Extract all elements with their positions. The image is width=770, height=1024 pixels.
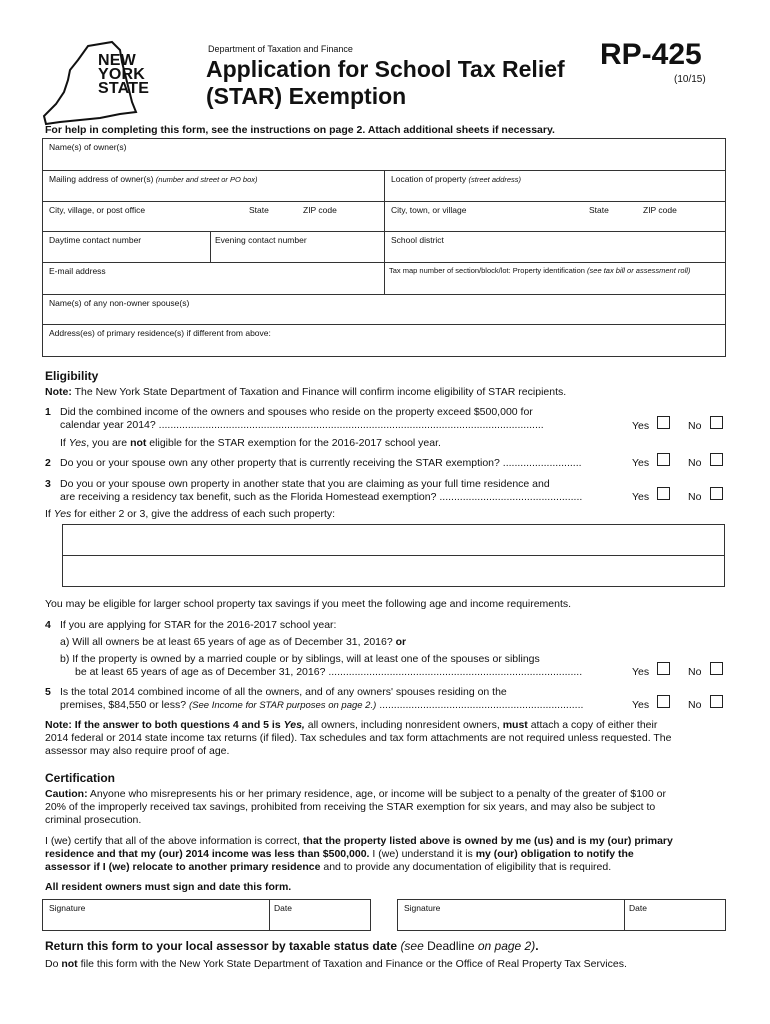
q2-no-checkbox[interactable]	[710, 453, 723, 466]
school-district-field[interactable]	[384, 231, 726, 263]
q3-no-label: No	[688, 491, 702, 503]
q5-yes-checkbox[interactable]	[657, 695, 670, 708]
q5-no-label: No	[688, 699, 702, 711]
property-state-label: State	[589, 205, 609, 215]
certification-statement: I (we) certify that all of the above information is correct, that the property listed above is owned by me (us) and is my (our) primary residence and that my (our) 2014 income was less than $500,000. I (we) understand it is my (our) obligation to notify the assessor if I (we) relocate to another primary residence and to provide any documentation of eligibility that is required.	[45, 835, 673, 873]
property-city-label: City, town, or village	[391, 205, 467, 215]
age-income-intro: You may be eligible for larger school property tax savings if you meet the following age and income requirements.	[45, 598, 572, 610]
tax-map-field[interactable]	[384, 262, 726, 295]
form-title-line2: (STAR) Exemption	[206, 83, 407, 109]
q2-question: Do you or your spouse own any other property that is currently receiving the STAR exemption? ...........................	[60, 457, 582, 469]
logo-line-state: STATE	[98, 80, 150, 97]
owner-state-label: State	[249, 205, 269, 215]
evening-contact-field[interactable]	[210, 231, 385, 263]
signature-label-1: Signature	[49, 903, 86, 913]
do-not-file-instruction: Do not file this form with the New York State Department of Taxation and Finance or the Office of Real Property Tax Services.	[45, 958, 627, 970]
form-title-line1: Application for School Tax Relief	[206, 56, 565, 82]
q5-number: 5	[45, 686, 51, 698]
q2-yes-label: Yes	[632, 457, 650, 469]
owner-names-label: Name(s) of owner(s)	[49, 142, 127, 152]
q1-yes-label: Yes	[632, 420, 650, 432]
date-label-1: Date	[274, 903, 292, 913]
primary-residence-field[interactable]	[42, 324, 726, 357]
owner-zip-label: ZIP code	[303, 205, 337, 215]
signature-field-1[interactable]	[42, 899, 270, 931]
email-label: E-mail address	[49, 266, 106, 276]
form-revision: (10/15)	[674, 74, 706, 85]
q4b-question: b) If the property is owned by a married couple or by siblings, will at least one of the spouses or siblings be at least 65 years of age as of December 31, 2016? .......................................................................................	[60, 653, 583, 678]
nonowner-spouse-field[interactable]	[42, 294, 726, 325]
daytime-contact-field[interactable]	[42, 231, 211, 263]
q3-no-checkbox[interactable]	[710, 487, 723, 500]
primary-residence-label: Address(es) of primary residence(s) if different from above:	[49, 328, 271, 338]
nys-logo	[40, 40, 170, 130]
email-field[interactable]	[42, 262, 385, 295]
date-field-2[interactable]	[624, 899, 726, 931]
q1-number: 1	[45, 406, 51, 418]
property-city-field[interactable]	[384, 201, 726, 232]
q3-yes-label: Yes	[632, 491, 650, 503]
return-instruction: Return this form to your local assessor by taxable status date (see Deadline on page 2).	[45, 939, 539, 953]
other-property-address-2[interactable]	[62, 555, 725, 587]
owner-city-label: City, village, or post office	[49, 205, 146, 215]
school-district-label: School district	[391, 235, 444, 245]
caution-text: Caution: Anyone who misrepresents his or her primary residence, age, or income will be subject to a penalty of the greater of $100 or 20% of the improperly received tax savings, prohibited from receiving the STAR exemption for six years, and may also be subject to criminal prosecution.	[45, 788, 666, 826]
age-income-note: Note: If the answer to both questions 4 and 5 is Yes, all owners, including nonresident owners, must attach a copy of either their 2014 federal or 2014 state income tax returns (if filed). Tax schedules and tax form attachments are not required unless requested. The assessor may also require proof of age.	[45, 719, 672, 757]
signature-field-2[interactable]	[397, 899, 625, 931]
department-name: Department of Taxation and Finance	[208, 44, 353, 54]
mailing-address-label: Mailing address of owner(s) (number and street or PO box)	[49, 174, 258, 184]
nonowner-spouse-label: Name(s) of any non-owner spouse(s)	[49, 298, 190, 308]
q4-number: 4	[45, 619, 51, 631]
logo-line-york: YORK	[98, 66, 146, 83]
daytime-contact-label: Daytime contact number	[49, 235, 142, 245]
form-title	[206, 56, 565, 110]
certification-heading: Certification	[45, 771, 116, 785]
owner-names-field[interactable]	[42, 138, 726, 171]
q5-no-checkbox[interactable]	[710, 695, 723, 708]
eligibility-note: Note: The New York State Department of Taxation and Finance will confirm income eligibility of STAR recipients.	[45, 386, 567, 398]
q3-number: 3	[45, 478, 51, 490]
q1-no-label: No	[688, 420, 702, 432]
q4a-question: a) Will all owners be at least 65 years of age as of December 31, 2016? or	[60, 636, 407, 648]
q1-question: Did the combined income of the owners and spouses who reside on the property exceed $500,000 for calendar year 2014? ....................................................................................................................................	[60, 406, 544, 431]
q2-no-label: No	[688, 457, 702, 469]
q2-yes-checkbox[interactable]	[657, 453, 670, 466]
q4-no-checkbox[interactable]	[710, 662, 723, 675]
other-property-address-1[interactable]	[62, 524, 725, 556]
q4-no-label: No	[688, 666, 702, 678]
evening-contact-label: Evening contact number	[215, 235, 307, 245]
q4-yes-checkbox[interactable]	[657, 662, 670, 675]
signature-label-2: Signature	[404, 903, 441, 913]
q4-question: If you are applying for STAR for the 2016-2017 school year:	[60, 619, 337, 631]
q5-question: Is the total 2014 combined income of all the owners, and of any owners' spouses residing on the premises, $84,550 or less? (See Income for STAR purposes on page 2.) ......................................................................	[60, 686, 584, 711]
q5-yes-label: Yes	[632, 699, 650, 711]
logo-wordmark	[98, 54, 149, 96]
q1-followup: If Yes, you are not eligible for the STAR exemption for the 2016-2017 school year.	[60, 437, 441, 449]
q3-question: Do you or your spouse own property in another state that you are claiming as your full time residence and are receiving a residency tax benefit, such as the Florida Homestead exemption? .................................................	[60, 478, 583, 503]
tax-map-label: Tax map number of section/block/lot: Property identification (see tax bill or assessment roll)	[389, 266, 691, 275]
date-field-1[interactable]	[269, 899, 371, 931]
q23-followup: If Yes for either 2 or 3, give the address of each such property:	[45, 508, 336, 520]
eligibility-heading: Eligibility	[45, 369, 99, 383]
q2-number: 2	[45, 457, 51, 469]
logo-line-new: NEW	[98, 52, 136, 69]
sign-instruction: All resident owners must sign and date this form.	[45, 881, 292, 893]
q1-yes-checkbox[interactable]	[657, 416, 670, 429]
owner-city-field[interactable]	[42, 201, 385, 232]
q1-no-checkbox[interactable]	[710, 416, 723, 429]
property-location-field[interactable]	[384, 170, 726, 202]
property-location-label: Location of property (street address)	[391, 174, 522, 184]
q4-yes-label: Yes	[632, 666, 650, 678]
help-text: For help in completing this form, see the instructions on page 2. Attach additional sheets if necessary.	[45, 124, 555, 136]
form-number: RP-425	[600, 38, 702, 71]
date-label-2: Date	[629, 903, 647, 913]
q3-yes-checkbox[interactable]	[657, 487, 670, 500]
property-zip-label: ZIP code	[643, 205, 677, 215]
mailing-address-field[interactable]	[42, 170, 385, 202]
